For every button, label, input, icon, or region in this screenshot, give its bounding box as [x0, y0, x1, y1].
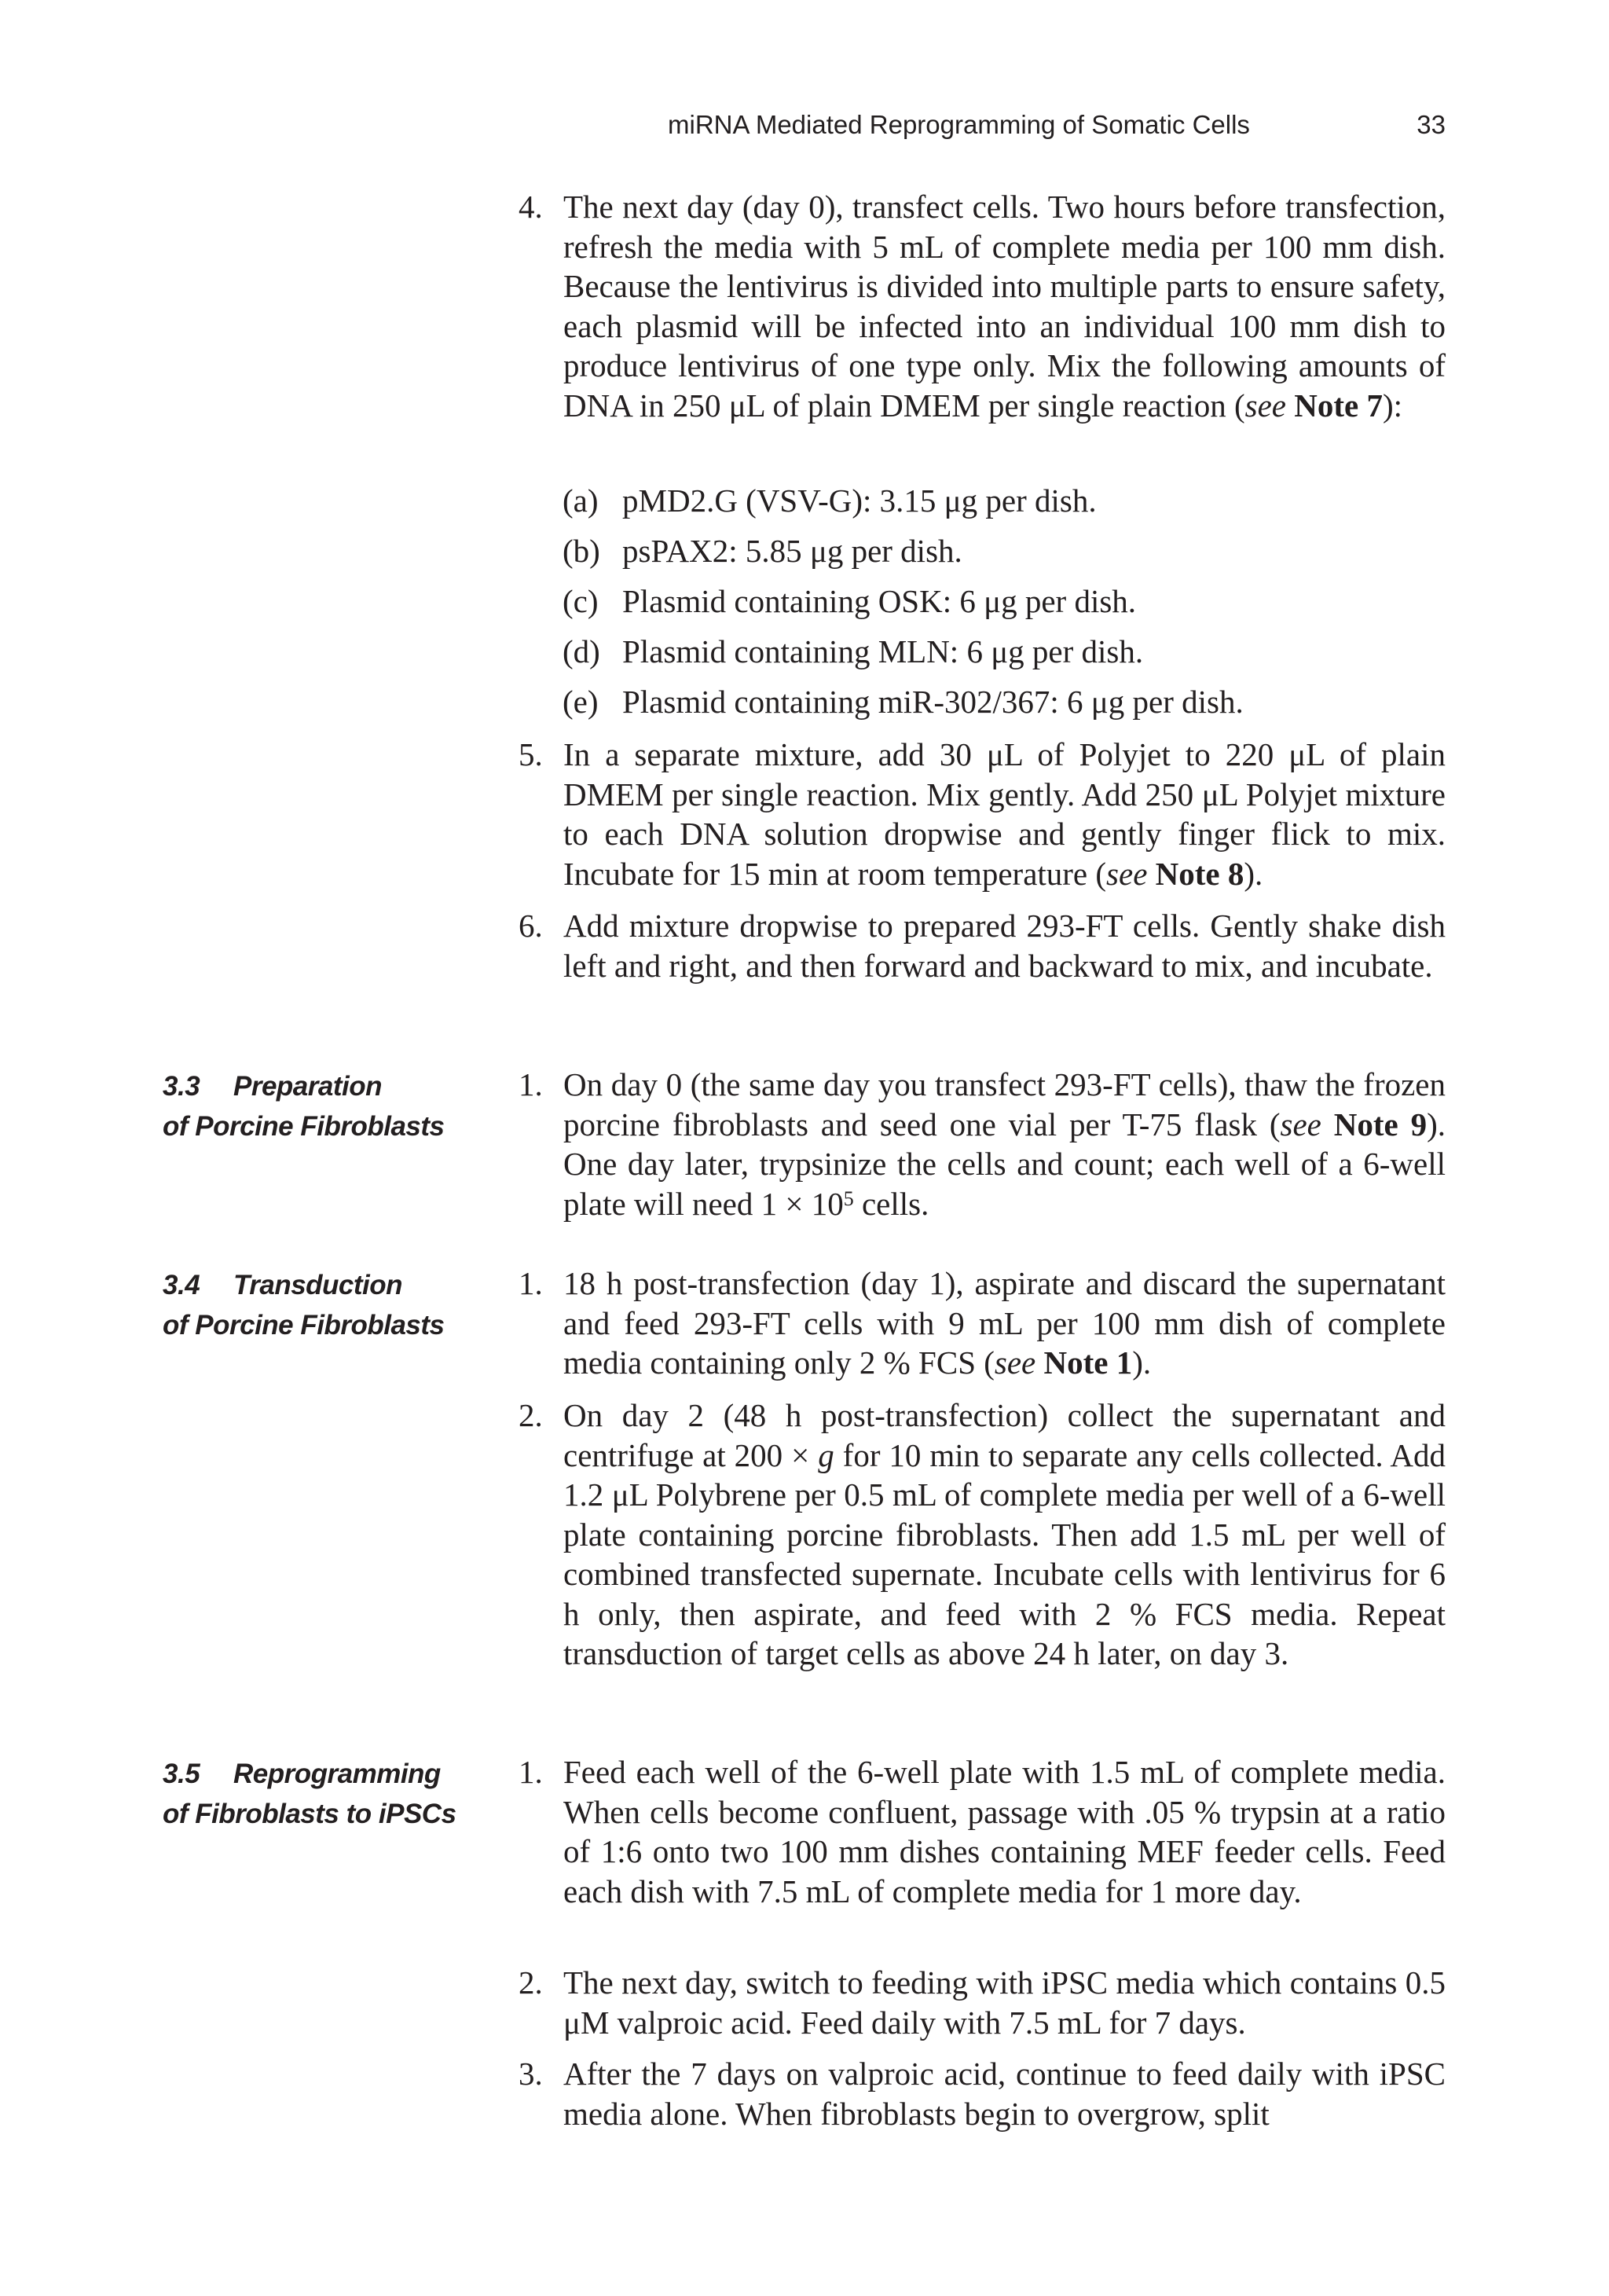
- section-3-4-step-1: 1. 18 h post-transfection (day 1), aspirate and discard the supernatant and feed 293-FT cells with 9 mL per 100 mm dish of complete media containing only 2 % FCS (see Note 1).: [519, 1265, 1446, 1381]
- substep-a: (a) pMD2.G (VSV-G): 3.15 μg per dish.: [563, 482, 1097, 519]
- step-text: The next day (day 0), transfect cells. Two hours before transfection, refresh the media with 5 mL of complete media per 100 mm dish. Because the lentivirus is divided into multiple parts to ensure safety, each plasmid will be infected into an individual 100 mm dish to produce lentivirus of one type only. Mix the following amounts of DNA in 250 μL of plain DMEM per single reaction (see Note 7):: [563, 189, 1446, 424]
- section-3-5-step-1: 1. Feed each well of the 6-well plate with 1.5 mL of complete media. When cells become confluent, passage with .05 % trypsin at a ratio of 1:6 onto two 100 mm dishes containing MEF feeder cells. Feed each dish with 7.5 mL of complete media for 1 more day.: [519, 1754, 1446, 1909]
- step-text: In a separate mixture, add 30 μL of Polyjet to 220 μL of plain DMEM per single reaction. Mix gently. Add 250 μL Polyjet mixture to each DNA solution dropwise and gently finger flick to mix. Incubate for 15 min at room temperature (see Note 8).: [563, 736, 1446, 892]
- running-title: miRNA Mediated Reprogramming of Somatic Cells: [668, 110, 1250, 139]
- section-heading-3-5: 3.5 Reprogramming of Fibroblasts to iPSCs: [163, 1759, 456, 1829]
- step-5: 5. In a separate mixture, add 30 μL of Polyjet to 220 μL of plain DMEM per single reaction. Mix gently. Add 250 μL Polyjet mixture to each DNA solution dropwise and gently finger flick to mix. Incubate for 15 min at room temperature (see Note 8).: [519, 735, 1446, 893]
- page-number: 33: [1417, 110, 1446, 139]
- section-3-5-step-3: 3. After the 7 days on valproic acid, continue to feed daily with iPSC media alone. When fibroblasts begin to overgrow, split: [519, 2056, 1446, 2132]
- step-4: [519, 187, 1446, 425]
- substep-c: (c) Plasmid containing OSK: 6 μg per dish.: [563, 583, 1137, 619]
- section-3-4-step-2: 2. On day 2 (48 h post-transfection) collect the supernatant and centrifuge at 200 × g for 10 min to separate any cells collected. Add 1.2 μL Polybrene per 0.5 mL of complete media per well of a 6-well plate containing porcine fibroblasts. Then add 1.5 mL per well of combined transfected supernate. Incubate cells with lentivirus for 6 h only, then aspirate, and feed with 2 % FCS media. Repeat transduction of target cells as above 24 h later, on day 3.: [519, 1397, 1446, 1671]
- section-heading-3-4: 3.4 Transduction of Porcine Fibroblasts: [163, 1270, 445, 1341]
- step-6: 6. Add mixture dropwise to prepared 293-FT cells. Gently shake dish left and right, and then forward and backward to mix, and incubate.: [519, 908, 1446, 984]
- section-heading-3-3: 3.3 Preparation of Porcine Fibroblasts: [163, 1071, 445, 1142]
- section-3-5-step-2: 2. The next day, switch to feeding with iPSC media which contains 0.5 μM valproic acid. Feed daily with 7.5 mL for 7 days.: [519, 1964, 1446, 2041]
- step-number: 4.: [519, 189, 543, 225]
- section-3-3-step-1: 1. On day 0 (the same day you transfect 293-FT cells), thaw the frozen porcine fibroblasts and seed one vial per T-75 flask (see Note 9). One day later, trypsinize the cells and count; each well of a 6-well plate will need $1 \times 10^5$ cells.: [519, 1066, 1446, 1222]
- substep-e: (e) Plasmid containing miR-302/367: 6 μg per dish.: [563, 684, 1244, 720]
- substep-b: (b) psPAX2: 5.85 μg per dish.: [563, 533, 962, 569]
- substep-d: (d) Plasmid containing MLN: 6 μg per dish.: [563, 633, 1144, 669]
